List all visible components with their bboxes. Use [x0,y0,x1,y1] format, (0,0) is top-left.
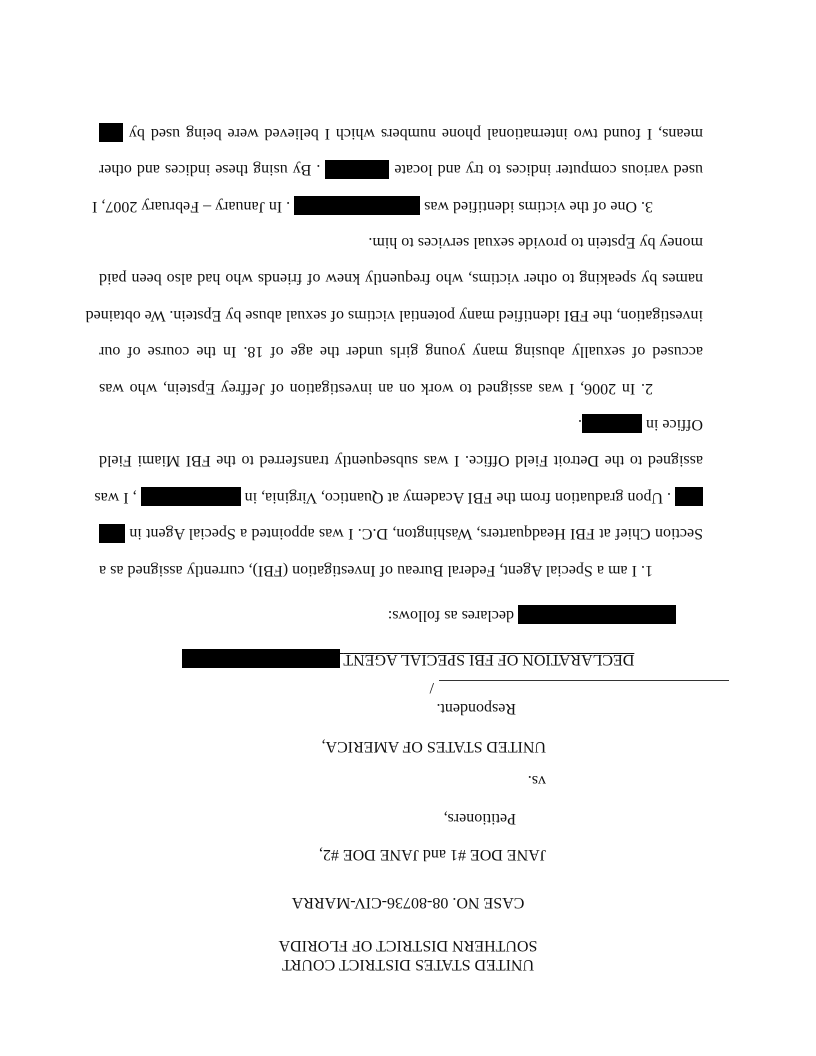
redaction-block [182,649,340,668]
p3-line-2 [99,151,703,188]
p1-line-3-text-b: , I was [94,489,137,506]
petitioners-label: Petitioners, [443,810,516,827]
case-number: CASE NO. 08-80736-CIV-MARRA [291,894,525,911]
versus-label: vs. [527,772,546,789]
paragraph-2 [85,224,703,407]
respondent-name: UNITED STATES OF AMERICA, [321,738,546,755]
p2-line-5: money by Epstein to provide sexual services to him. [368,234,703,251]
p1-line-4: assigned to the Detroit Field Office. I was subsequently transferred to the FBI Miami Field [99,452,703,470]
p1-line-1: 1. I am a Special Agent, Federal Bureau of Investigation (FBI), currently assigned as a [99,562,653,579]
declares-line [0,605,816,624]
redaction-block [99,123,123,142]
caption-slash: / [429,679,434,696]
p3-line-2-text-a: used various computer indices to try and locate [394,161,703,179]
p1-line-2-text: Section Chief at FBI Headquarters, Washington, D.C. I was appointed a Special Agent in [129,525,703,543]
paragraph-3 [91,115,703,225]
p2-line-4: names by speaking to other victims, who frequently knew of friends who had also been paid [99,270,703,288]
court-district: SOUTHERN DISTRICT OF FLORIDA [278,937,538,954]
p3-line-2-text-b: . By using these indices and other [98,161,321,179]
caption-rule [439,680,729,681]
p2-line-3: investigation, the FBI identified many potential victims of sexual abuse by Epstein. We obtained [85,307,703,324]
p3-line-1-text-a: 3. One of the victims identified was [424,198,653,215]
p3-line-1-text-b: . In January – February 2007, I [91,198,291,215]
petitioners-names: JANE DOE #1 and JANE DOE #2, [318,846,546,863]
p2-line-2: accused of sexually abusing many young girls under the age of 18. In the course of our [99,343,703,361]
redaction-block [294,196,420,215]
p3-line-3 [99,115,703,152]
p2-line-1: 2. In 2006, I was assigned to work on an investigation of Jeffrey Epstein, who was [99,380,653,397]
p1-line-3-text-a: . Upon graduation from the FBI Academy at Quantico, Virginia, in [244,489,671,506]
p1-line-2 [99,515,703,552]
court-heading [0,936,816,974]
p1-line-3 [94,479,703,516]
declaration-title-text: DECLARATION OF FBI SPECIAL AGENT [343,651,635,668]
p3-line-1 [91,188,703,225]
redaction-block [582,414,642,433]
p1-line-5 [99,406,703,443]
declares-text: declares as follows: [387,606,514,624]
p1-line-5-text-b: . [577,416,582,433]
court-name: UNITED STATES DISTRICT COURT [281,956,535,973]
respondent-label: Respondent. [436,700,516,717]
p1-line-5-text-a: Office in [645,416,703,433]
redaction-block [518,605,676,624]
redaction-block [325,160,389,179]
p3-line-3-text: means, I found two international phone numbers which I believed were being used by [128,125,703,142]
declaration-title [0,649,816,669]
redaction-block [99,524,125,543]
paragraph-1 [94,406,703,589]
redaction-block [675,487,703,506]
redaction-block [141,487,241,506]
